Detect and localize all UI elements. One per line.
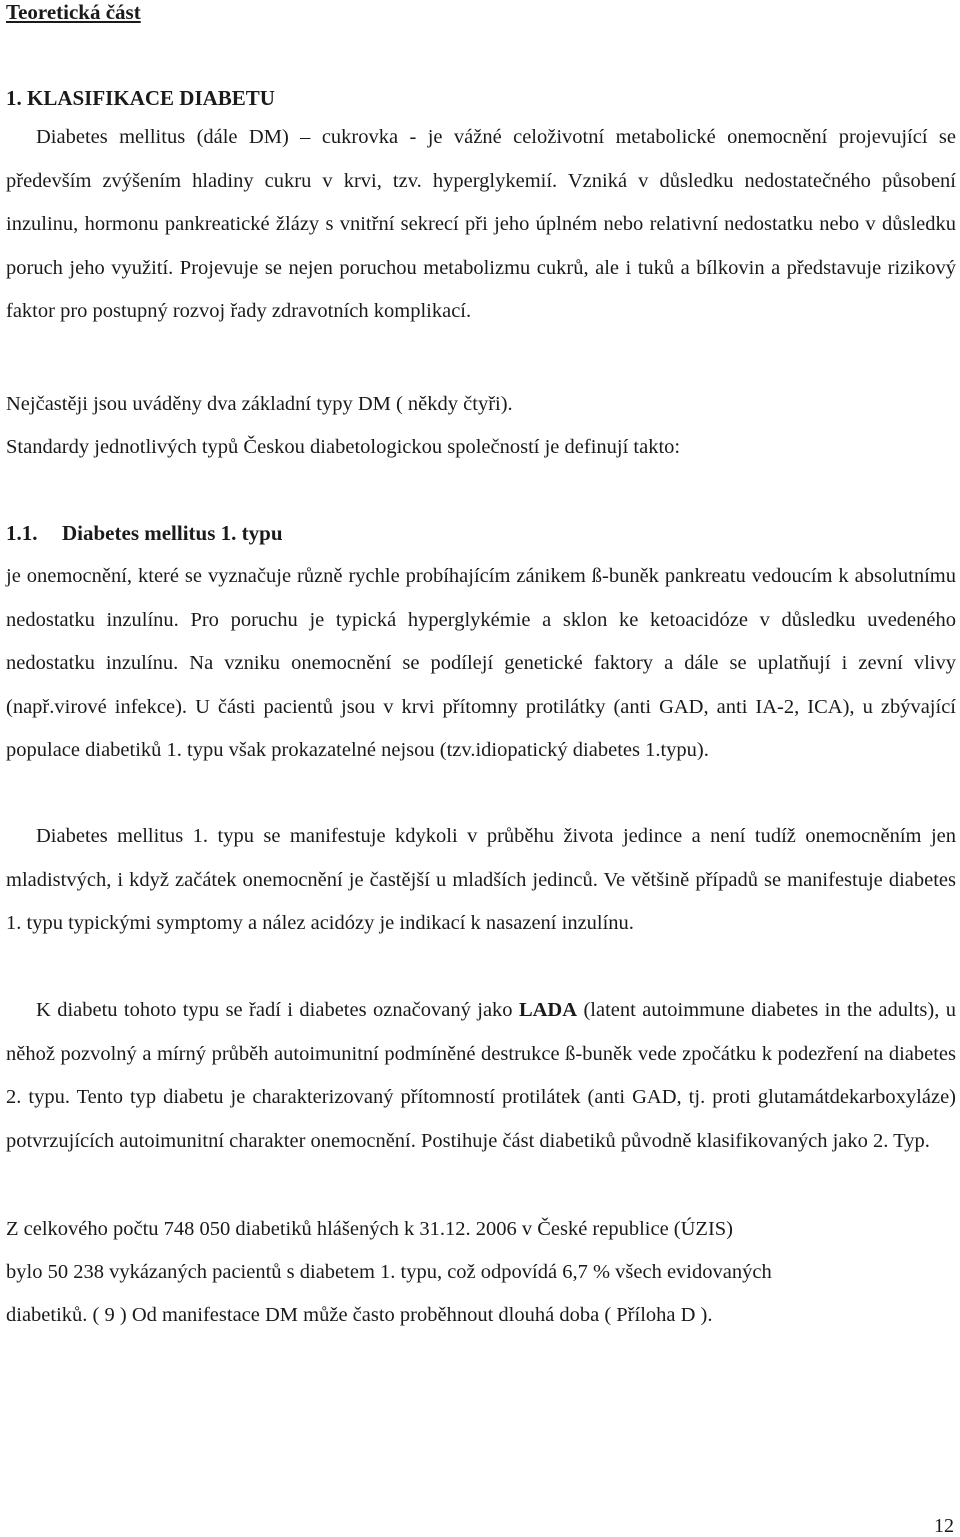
subsection-number: 1.1. xyxy=(6,521,38,545)
section-heading: Teoretická část xyxy=(6,0,141,24)
intro-paragraph: Diabetes mellitus (dále DM) – cukrovka - je vážné celoživotní metabolické onemocnění projevující se především zvýšením hladiny cukru v krvi, tzv. hyperglykemií. Vzniká v důsledku nedostatečného působení inzulinu, hormonu pankreatické žlázy s vnitřní sekrecí při jeho úplném nebo relativní nedostatku nebo v důsledku poruch jeho využití. Projevuje se nejen poruchou metabolizmu cukrů, ale i tuků a bílkovin a představuje rizikový faktor pro postupný rozvoj řady zdravotních komplikací. xyxy=(6,126,956,322)
lada-paragraph xyxy=(6,989,956,1163)
subsection-title: Diabetes mellitus 1. typu xyxy=(62,521,283,545)
chapter-title: 1. KLASIFIKACE DIABETU xyxy=(6,86,275,110)
types-line: Nejčastěji jsou uváděny dva základní typy DM ( někdy čtyři). xyxy=(6,393,513,415)
statistics-line-2: bylo 50 238 vykázaných pacientů s diabetem 1. typu, což odpovídá 6,7 % všech evidovaných xyxy=(6,1261,772,1283)
lada-text-before: K diabetu tohoto typu se řadí i diabetes označovaný jako xyxy=(36,999,519,1021)
statistics-line-1: Z celkového počtu 748 050 diabetiků hlášených k 31.12. 2006 v České republice (ÚZIS) xyxy=(6,1218,734,1240)
standards-line: Standardy jednotlivých typů Českou diabetologickou společností je definují takto: xyxy=(6,436,681,458)
lada-text-after: (latent autoimmune diabetes in the adults), u něhož pozvolný a mírný průběh autoimunitní podmíněné destrukce ß-buněk vede zpočátku k podezření na diabetes 2. typu. Tento typ diabetu je charakterizovaný přítomností protilátek (anti GAD, tj. proti glutamátdekarboxyláze) potvrzujících autoimunitní charakter onemocnění. Postihuje část diabetiků původně klasifikovaných jako 2. Typ. xyxy=(6,999,956,1152)
type1-definition-paragraph: je onemocnění, které se vyznačuje různě rychle probíhajícím zánikem ß-buněk pankreatu vedoucím k absolutnímu nedostatku inzulínu. Pro poruchu je typická hyperglykémie a sklon ke ketoacidóze v důsledku uvedeného nedostatku inzulínu. Na vzniku onemocnění se podílejí genetické faktory a dále se uplatňují i zevní vlivy (např.virové infekce). U části pacientů jsou v krvi přítomny protilátky (anti GAD, anti IA-2, ICA), u zbývající populace diabetiků 1. typu však prokazatelné nejsou (tzv.idiopatický diabetes 1.typu). xyxy=(6,565,956,761)
type1-manifestation-paragraph: Diabetes mellitus 1. typu se manifestuje kdykoli v průběhu života jedince a není tudíž onemocněním jen mladistvých, i když začátek onemocnění je častější u mladších jedinců. Ve většině případů se manifestuje diabetes 1. typu typickými symptomy a nález acidózy je indikací k nasazení inzulínu. xyxy=(6,825,956,934)
subsection-heading xyxy=(6,520,283,546)
statistics-line-3: diabetiků. ( 9 ) Od manifestace DM může často proběhnout dlouhá doba ( Příloha D ). xyxy=(6,1304,713,1326)
lada-term: LADA xyxy=(518,999,578,1021)
page-number: 12 xyxy=(934,1515,954,1537)
